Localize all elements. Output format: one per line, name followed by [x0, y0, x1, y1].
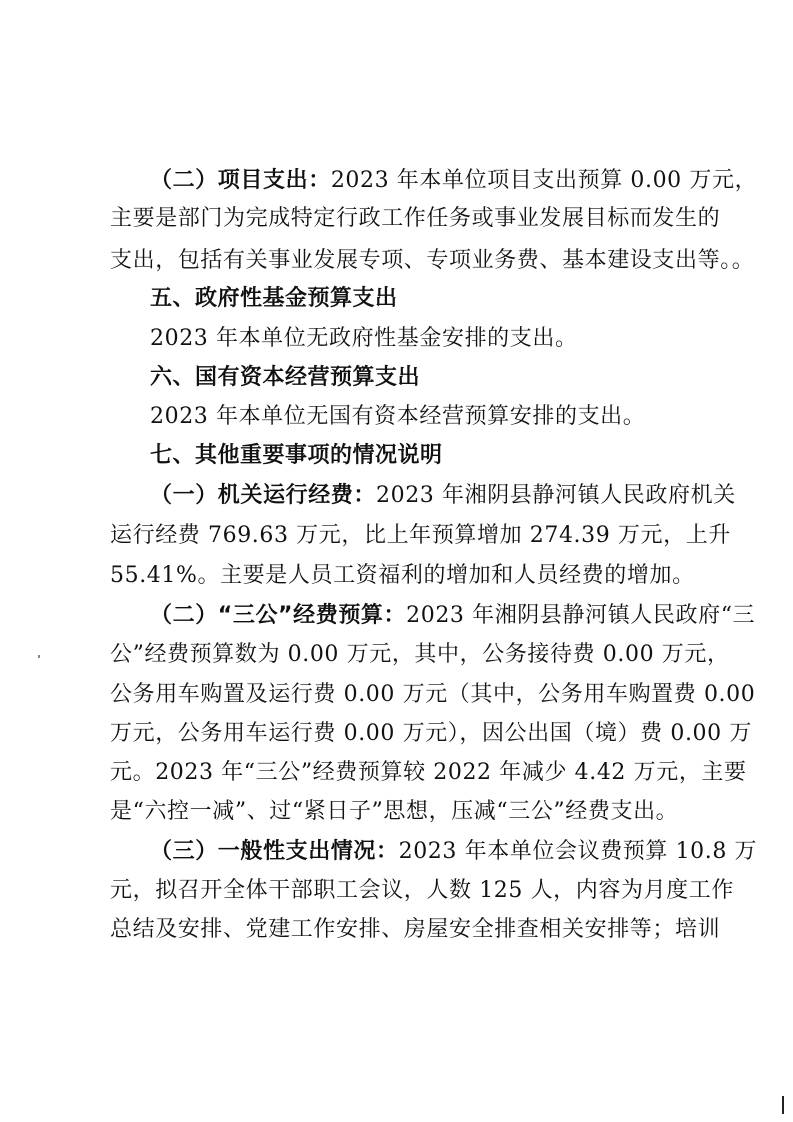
- project-expense-label: （二）项目支出：: [150, 168, 331, 193]
- three-public-line-5: 元。2023 年“三公”经费预算较 2022 年减少 4.42 万元，主要: [110, 760, 747, 785]
- section-5-heading: 五、政府性基金预算支出: [150, 286, 398, 311]
- section-7-heading: 七、其他重要事项的情况说明: [150, 443, 443, 468]
- three-public-line-3: 公务用车购置及运行费 0.00 万元（其中，公务用车购置费 0.00: [110, 682, 756, 707]
- project-expense-line-1: （二）项目支出：2023 年本单位项目支出预算 0.00 万元，: [150, 168, 758, 193]
- three-public-line-6: 是“六控一减”、过“紧日子”思想，压减“三公”经费支出。: [110, 799, 679, 824]
- project-expense-line-2: 主要是部门为完成特定行政工作任务或事业发展目标而发生的: [110, 206, 721, 231]
- general-expense-line-2: 元，拟召开全体干部职工会议，人数 125 人，内容为月度工作: [110, 878, 734, 903]
- three-public-line-2: 公”经费预算数为 0.00 万元，其中，公务接待费 0.00 万元，: [110, 642, 730, 667]
- section-6-heading: 六、国有资本经营预算支出: [150, 365, 421, 390]
- operating-cost-line-1: （一）机关运行经费：2023 年湘阴县静河镇人民政府机关: [150, 483, 736, 508]
- general-expense-line-1: （三）一般性支出情况：2023 年本单位会议费预算 10.8 万: [150, 839, 758, 864]
- section-5-body: 2023 年本单位无政府性基金安排的支出。: [150, 326, 578, 351]
- section-6-body: 2023 年本单位无国有资本经营预算安排的支出。: [150, 404, 646, 429]
- general-expense-label: （三）一般性支出情况：: [150, 839, 399, 864]
- three-public-label: （二）“三公”经费预算：: [150, 603, 407, 628]
- three-public-line-1: （二）“三公”经费预算：2023 年湘阴县静河镇人民政府“三: [150, 603, 756, 628]
- scan-edge-mark: [782, 1096, 784, 1114]
- operating-cost-line-2: 运行经费 769.63 万元，比上年预算增加 274.39 万元，上升: [110, 523, 731, 548]
- operating-cost-label: （一）机关运行经费：: [150, 483, 377, 508]
- operating-cost-line-3: 55.41%。主要是人员工资福利的增加和人员经费的增加。: [110, 563, 695, 588]
- three-public-line-4: 万元，公务用车运行费 0.00 万元），因公出国（境）费 0.00 万: [110, 721, 752, 746]
- project-expense-line-3: 支出，包括有关事业发展专项、专项业务费、基本建设支出等。。: [110, 248, 755, 273]
- scan-speck: [38, 655, 40, 658]
- general-expense-line-3: 总结及安排、党建工作安排、房屋安全排查相关安排等；培训: [110, 917, 721, 942]
